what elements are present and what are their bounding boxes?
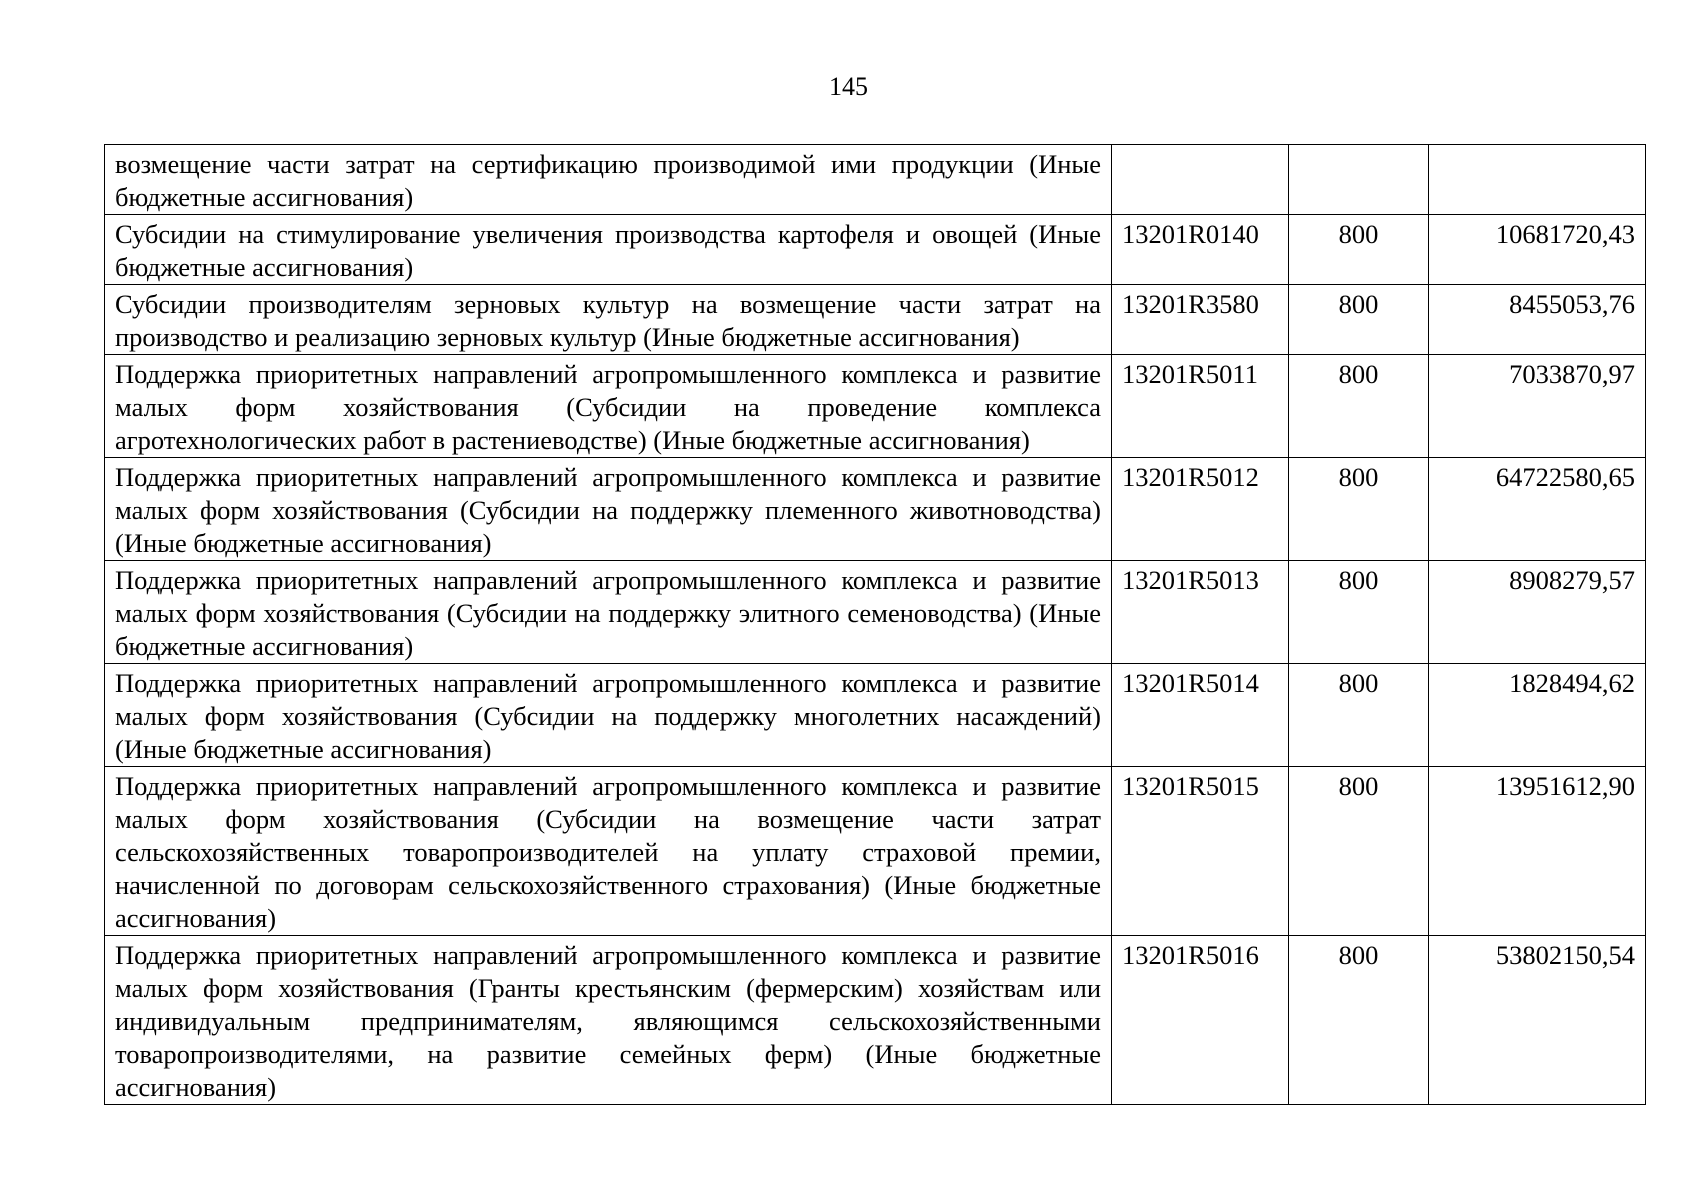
code-cell: 13201R5013 — [1112, 561, 1289, 664]
budget-table — [104, 144, 1646, 1105]
table-row — [105, 664, 1646, 767]
code-cell: 13201R5016 — [1112, 936, 1289, 1105]
page-number: 145 — [829, 72, 868, 101]
table-row — [105, 285, 1646, 355]
expense-type-cell: 800 — [1289, 355, 1429, 458]
table-row — [105, 215, 1646, 285]
table-row — [105, 355, 1646, 458]
expense-type-cell: 800 — [1289, 664, 1429, 767]
table-row — [105, 458, 1646, 561]
amount-cell — [1429, 145, 1646, 215]
amount-cell: 64722580,65 — [1429, 458, 1646, 561]
table-row — [105, 561, 1646, 664]
description-cell: Поддержка приоритетных направлений агропромышленного комплекса и развитие малых форм хозяйствования (Субсидии на поддержку племенного животноводства) (Иные бюджетные ассигнования) — [105, 458, 1112, 561]
amount-cell: 1828494,62 — [1429, 664, 1646, 767]
code-cell: 13201R5015 — [1112, 767, 1289, 936]
expense-type-cell: 800 — [1289, 285, 1429, 355]
amount-cell: 8455053,76 — [1429, 285, 1646, 355]
table-row — [105, 145, 1646, 215]
description-cell: Субсидии на стимулирование увеличения производства картофеля и овощей (Иные бюджетные ассигнования) — [105, 215, 1112, 285]
code-cell — [1112, 145, 1289, 215]
code-cell: 13201R5011 — [1112, 355, 1289, 458]
amount-cell: 8908279,57 — [1429, 561, 1646, 664]
code-cell: 13201R5014 — [1112, 664, 1289, 767]
description-cell: Поддержка приоритетных направлений агропромышленного комплекса и развитие малых форм хозяйствования (Субсидии на проведение комплекса агротехнологических работ в растениеводстве) (Иные бюджетные ассигнования) — [105, 355, 1112, 458]
table-row — [105, 936, 1646, 1105]
expense-type-cell: 800 — [1289, 458, 1429, 561]
description-cell: Субсидии производителям зерновых культур на возмещение части затрат на производство и реализацию зерновых культур (Иные бюджетные ассигнования) — [105, 285, 1112, 355]
description-cell: Поддержка приоритетных направлений агропромышленного комплекса и развитие малых форм хозяйствования (Субсидии на поддержку элитного семеноводства) (Иные бюджетные ассигнования) — [105, 561, 1112, 664]
description-cell: Поддержка приоритетных направлений агропромышленного комплекса и развитие малых форм хозяйствования (Субсидии на возмещение части затрат сельскохозяйственных товаропроизводителей на уплату страховой премии, начисленной по договорам сельскохозяйственного страхования) (Иные бюджетные ассигнования) — [105, 767, 1112, 936]
expense-type-cell: 800 — [1289, 561, 1429, 664]
expense-type-cell — [1289, 145, 1429, 215]
description-cell: Поддержка приоритетных направлений агропромышленного комплекса и развитие малых форм хозяйствования (Гранты крестьянским (фермерским) хозяйствам или индивидуальным предпринимателям, являющимся сельскохозяйственными товаропроизводителями, на развитие семейных ферм) (Иные бюджетные ассигнования) — [105, 936, 1112, 1105]
expense-type-cell: 800 — [1289, 215, 1429, 285]
description-cell: Поддержка приоритетных направлений агропромышленного комплекса и развитие малых форм хозяйствования (Субсидии на поддержку многолетних насаждений) (Иные бюджетные ассигнования) — [105, 664, 1112, 767]
code-cell: 13201R0140 — [1112, 215, 1289, 285]
amount-cell: 7033870,97 — [1429, 355, 1646, 458]
expense-type-cell: 800 — [1289, 936, 1429, 1105]
description-cell: возмещение части затрат на сертификацию производимой ими продукции (Иные бюджетные ассигнования) — [105, 145, 1112, 215]
amount-cell: 10681720,43 — [1429, 215, 1646, 285]
code-cell: 13201R5012 — [1112, 458, 1289, 561]
amount-cell: 53802150,54 — [1429, 936, 1646, 1105]
amount-cell: 13951612,90 — [1429, 767, 1646, 936]
code-cell: 13201R3580 — [1112, 285, 1289, 355]
expense-type-cell: 800 — [1289, 767, 1429, 936]
table-row — [105, 767, 1646, 936]
